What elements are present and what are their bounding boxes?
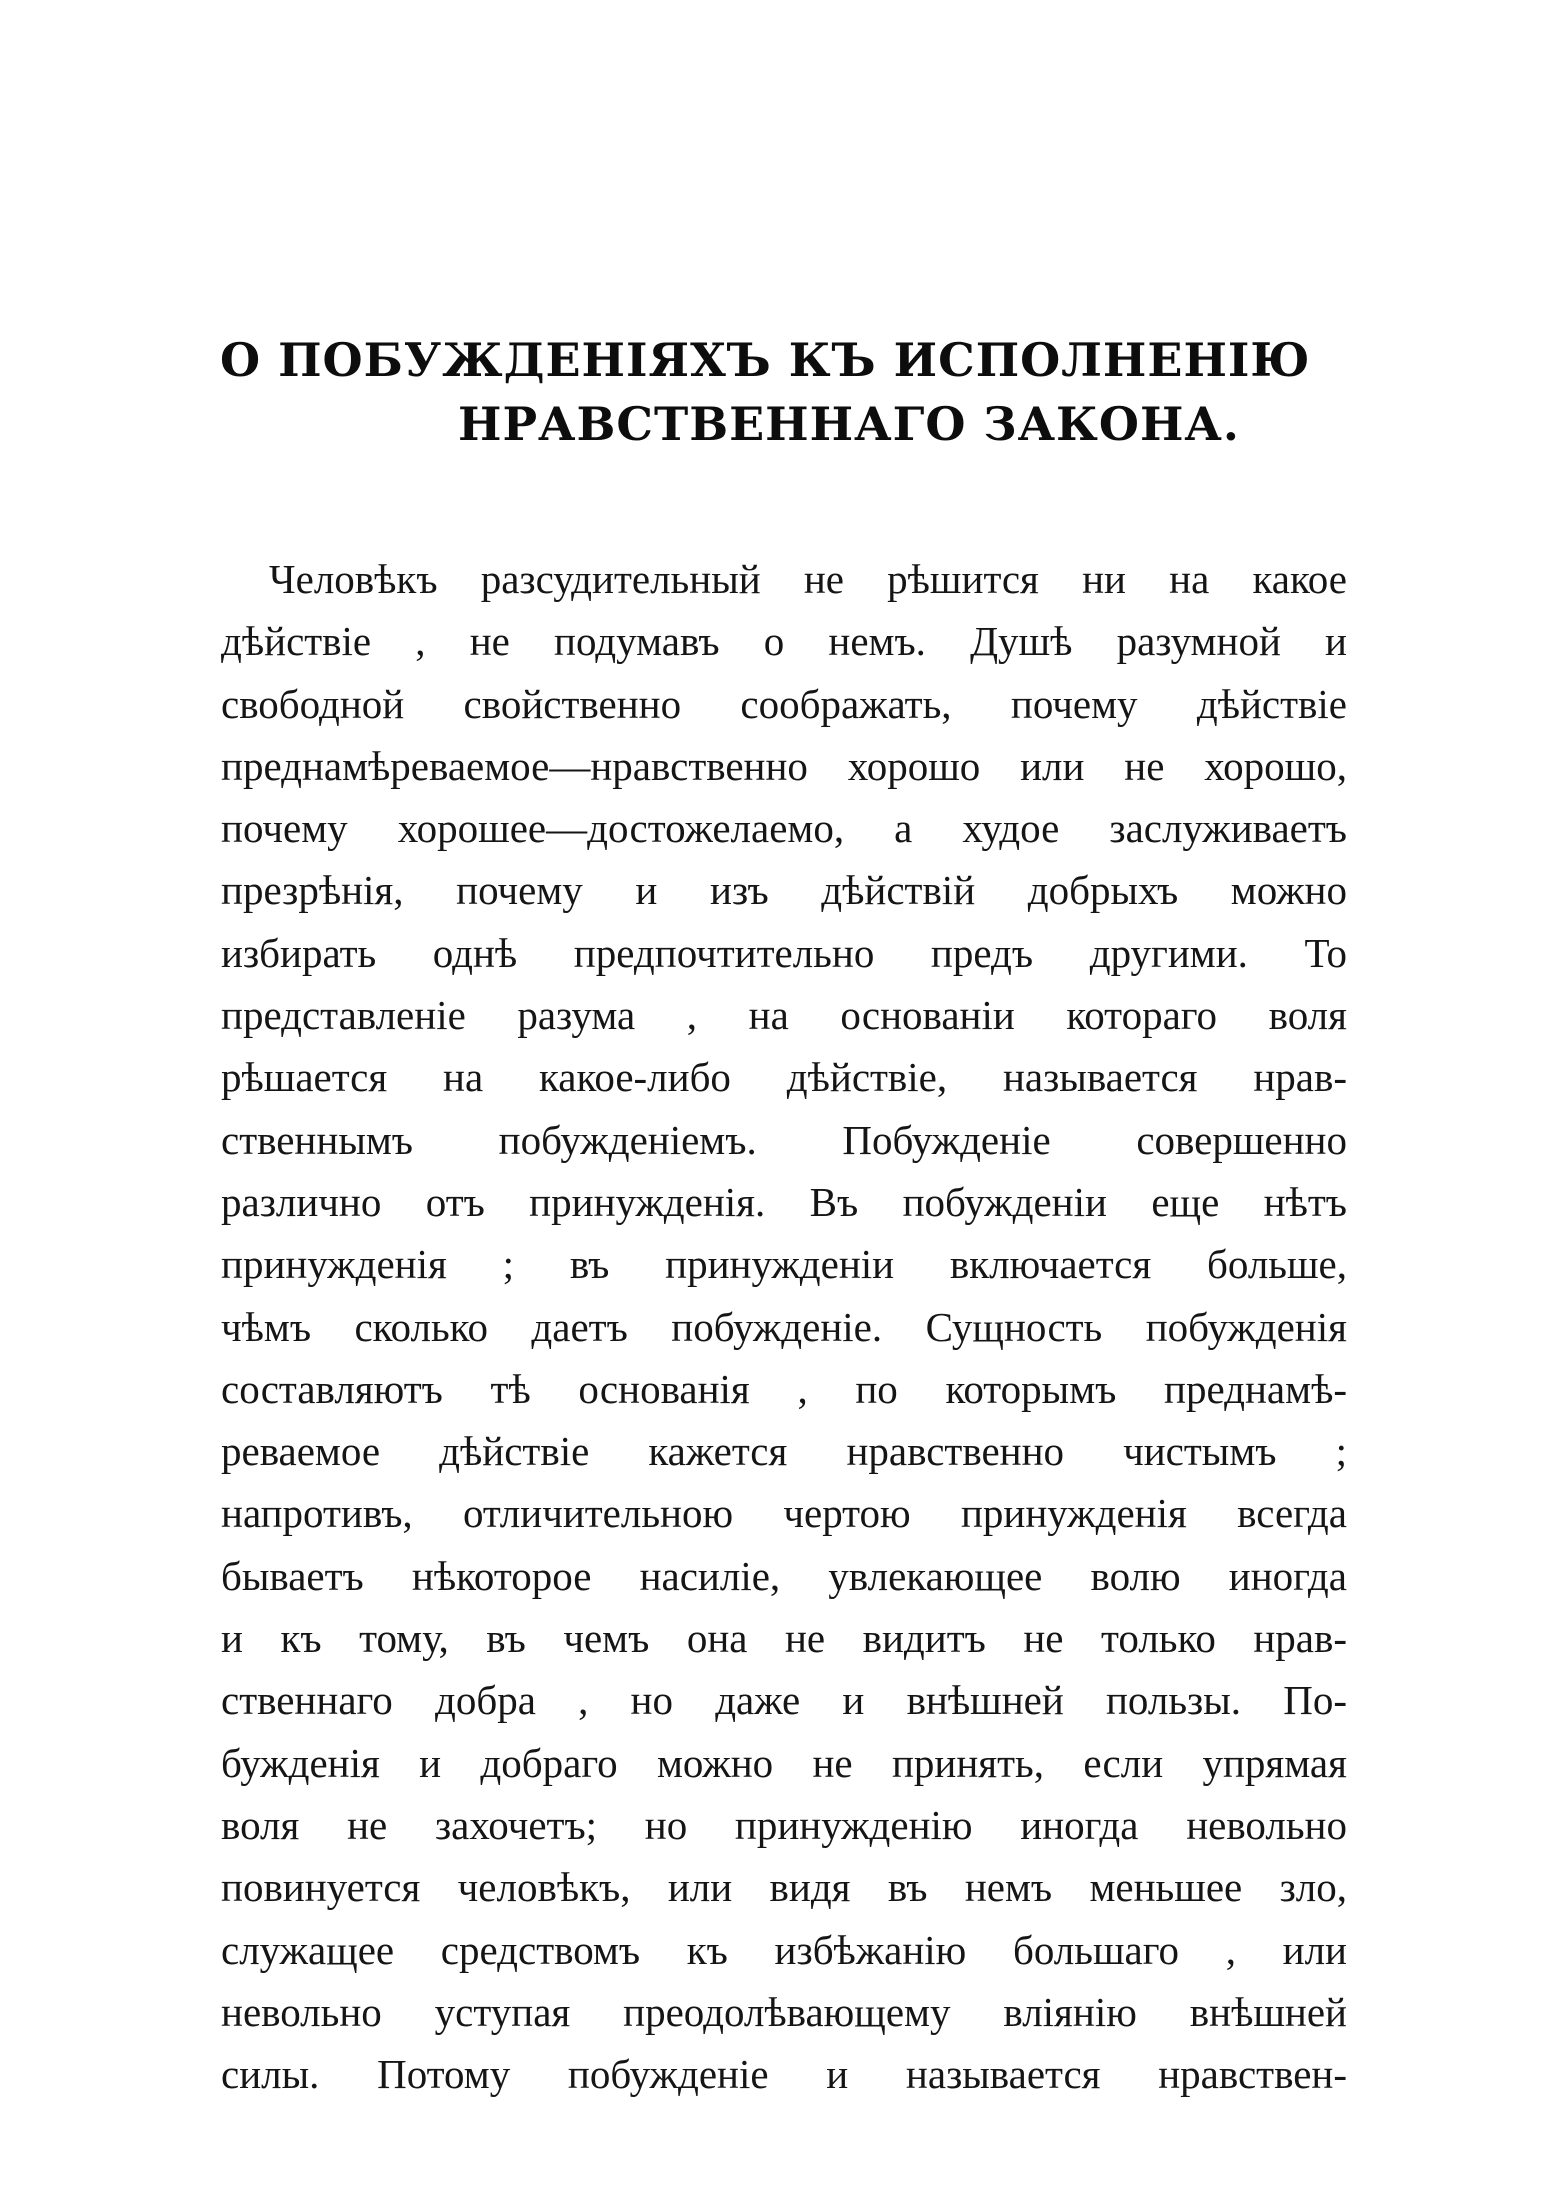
title-line-1: О ПОБУЖДЕНІЯХЪ КЪ ИСПОЛНЕНІЮ xyxy=(220,333,1311,387)
text-line: принужденія ; въ принужденіи включается больше, xyxy=(221,1241,1347,1288)
text-line: почему хорошее—достожелаемо, а худое заслуживаетъ xyxy=(221,805,1347,852)
text-line: различно отъ принужденія. Въ побужденіи еще нѣтъ xyxy=(221,1178,1347,1225)
text-line: ственнымъ побужденіемъ. Побужденіе совершенно xyxy=(221,1116,1347,1163)
text-line: повинуется человѣкъ, или видя въ немъ меньшее зло, xyxy=(221,1864,1347,1911)
text-line: и къ тому, въ чемъ она не видитъ не только нрав- xyxy=(221,1615,1347,1662)
text-line: ственнаго добра , но даже и внѣшней пользы. По- xyxy=(221,1677,1347,1724)
text-line: рѣшается на какое-либо дѣйствіе, называется нрав- xyxy=(221,1054,1347,1101)
text-line: дѣйствіе , не подумавъ о немъ. Душѣ разумной и xyxy=(221,618,1347,665)
text-line: воля не захочетъ; но принужденію иногда невольно xyxy=(221,1801,1347,1848)
text-line: невольно уступая преодолѣвающему вліянію внѣшней xyxy=(221,1988,1347,2035)
text-line: Человѣкъ разсудительный не рѣшится ни на какое xyxy=(269,556,1347,602)
text-line: избирать однѣ предпочтительно предъ другими. То xyxy=(221,929,1347,976)
text-line: свободной свойственно соображать, почему дѣйствіе xyxy=(221,680,1347,727)
text-line: бужденія и добраго можно не принять, если упрямая xyxy=(221,1739,1347,1786)
page-title xyxy=(220,328,1340,456)
body-paragraph xyxy=(221,548,1347,2105)
text-line: представленіе разума , на основаніи котораго воля xyxy=(221,992,1347,1039)
text-line: бываетъ нѣкоторое насиліе, увлекающее волю иногда xyxy=(221,1552,1347,1599)
text-line: служащее средствомъ къ избѣжанію большаго , или xyxy=(221,1926,1347,1973)
text-line: презрѣнія, почему и изъ дѣйствій добрыхъ можно xyxy=(221,867,1347,914)
text-line: чѣмъ сколько даетъ побужденіе. Сущность побужденія xyxy=(221,1303,1347,1350)
text-line: силы. Потому побужденіе и называется нравствен- xyxy=(221,2051,1347,2098)
text-line: реваемое дѣйствіе кажется нравственно чистымъ ; xyxy=(221,1428,1347,1475)
title-line-2: НРАВСТВЕННАГО ЗАКОНА. xyxy=(458,397,1240,451)
text-line: преднамѣреваемое—нравственно хорошо или не хорошо, xyxy=(221,742,1347,789)
text-line: составляютъ тѣ основанія , по которымъ преднамѣ- xyxy=(221,1365,1347,1412)
text-line: напротивъ, отличительною чертою принужденія всегда xyxy=(221,1490,1347,1537)
